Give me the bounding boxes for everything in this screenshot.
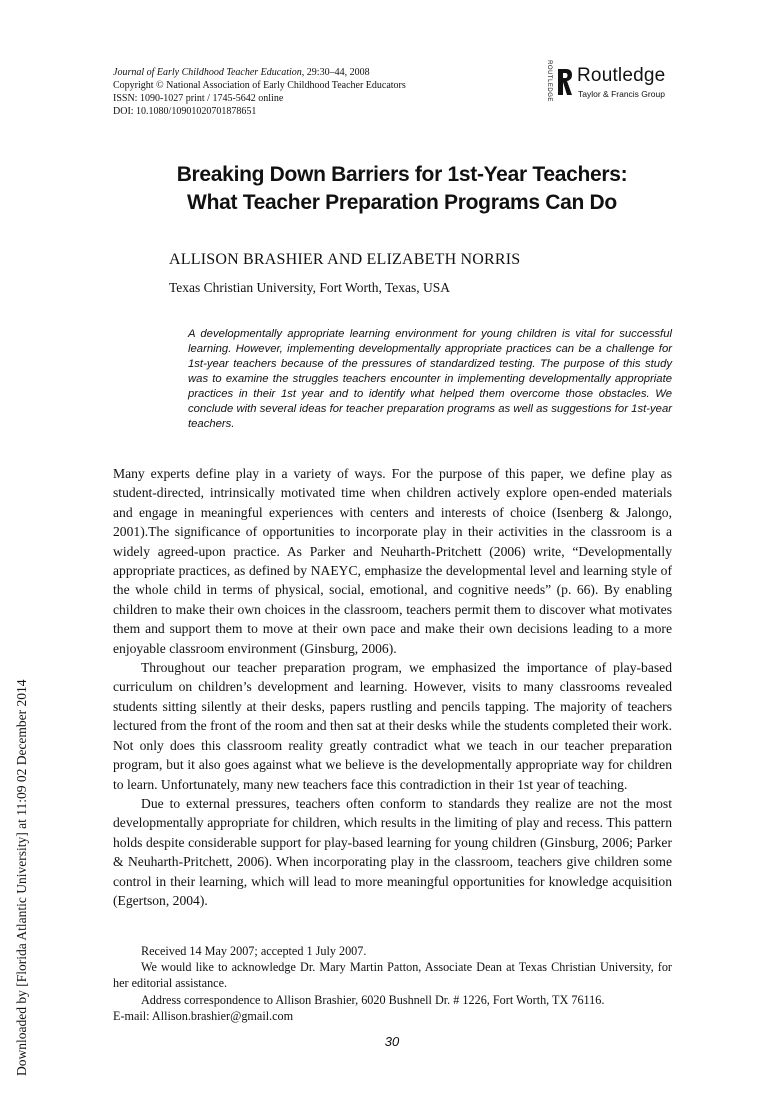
authors: ALLISON BRASHIER AND ELIZABETH NORRIS xyxy=(169,251,521,268)
address-note: Address correspondence to Allison Brashier, 6020 Bushnell Dr. # 1226, Fort Worth, TX 76116. xyxy=(141,992,605,1007)
journal-citation xyxy=(113,66,406,79)
email-note: E-mail: Allison.brashier@gmail.com xyxy=(113,1008,294,1023)
received-note: Received 14 May 2007; accepted 1 July 2007. xyxy=(141,944,367,958)
page-number: 30 xyxy=(384,1034,400,1049)
body-paragraph: Many experts define play in a variety of ways. For the purpose of this paper, we define play as student-directed, intrinsically motivated time when children actively explore open-ended materials and engage in meaningful experiences with centers and interests of choice (Isenberg & Jalongo, 2001).The significance of opportunities to incorporate play in their activities in the classroom is a widely agreed-upon practice. As Parker and Neuharth-Pritchett (2006) write, “Developmentally appropriate practices, as defined by NAEYC, emphasize the developmental level and learning style of the whole child in terms of physical, social, emotional, and cognitive needs” (p. 66). By enabling children to make their own choices in the classroom, teachers permit them to discover what motivates them and support them to move at their own pace and make their own decisions leading to a more enjoyable classroom environment (Ginsburg, 2006). xyxy=(113,466,672,656)
publisher-vertical-label: ROUTLEDGE xyxy=(545,60,552,102)
title-line-2: What Teacher Preparation Programs Can Do xyxy=(187,191,617,214)
affiliation: Texas Christian University, Fort Worth, Texas, USA xyxy=(169,280,451,295)
body-paragraph: Throughout our teacher preparation program, we emphasized the importance of play-based curriculum on children’s development and learning. However, visits to many classrooms revealed students sitting silently at their desks, papers rustling and pencils tapping. The majority of teachers lectured from the front of the room and then sat at their desks while the students completed their work. Not only does this classroom reality greatly contradict what we teach in our teacher preparation program, but it also goes against what we believe is the developmentally appropriate way for children to learn. Unfortunately, many new teachers face this contradiction in their 1st year of teaching. xyxy=(113,660,672,792)
publisher-name: Routledge xyxy=(577,65,666,86)
title-line-1: Breaking Down Barriers for 1st-Year Teachers: xyxy=(176,163,628,186)
body-text xyxy=(113,464,672,910)
journal-name: Journal of Early Childhood Teacher Education xyxy=(113,67,302,78)
footnotes xyxy=(113,943,672,1024)
acknowledgment-note: We would like to acknowledge Dr. Mary Martin Patton, Associate Dean at Texas Christian University, for her editorial assistance. xyxy=(113,960,672,991)
body-paragraph: Due to external pressures, teachers often conform to standards they realize are not the most developmentally appropriate for children, which results in the limiting of play and recess. This pattern holds despite considerable support for play-based learning for young children (Ginsburg, 2006; Parker & Neuharth-Pritchett, 2006). When incorporating play in the classroom, teachers give children some control in their learning, which will lead to more meaningful opportunities for knowledge acquisition (Egertson, 2004). xyxy=(113,795,672,908)
journal-header xyxy=(113,66,406,118)
routledge-mark-icon xyxy=(556,67,574,97)
doi-line: DOI: 10.1080/10901020701878651 xyxy=(113,106,257,117)
issn-line: ISSN: 1090-1027 print / 1745-5642 online xyxy=(113,93,284,104)
journal-volume: , 29:30–44, 2008 xyxy=(301,67,370,78)
copyright-line: Copyright © National Association of Early Childhood Teacher Educators xyxy=(113,80,406,91)
article-title xyxy=(100,161,704,217)
publisher-logo xyxy=(538,60,688,102)
abstract: A developmentally appropriate learning environment for young children is vital for successful learning. However, implementing developmentally appropriate practices can be a challenge for 1st-year teachers because of the pressures of standardized testing. The purpose of this study was to examine the struggles teachers encounter in implementing developmentally appropriate practices in their 1st year and to identify what helped them overcome those obstacles. We conclude with several ideas for teacher preparation programs as well as suggestions for 1st-year teachers. xyxy=(188,328,672,430)
download-notice: Downloaded by [Florida Atlantic University] at 11:09 02 December 2014 xyxy=(14,679,29,1076)
publisher-group: Taylor & Francis Group xyxy=(578,89,665,99)
